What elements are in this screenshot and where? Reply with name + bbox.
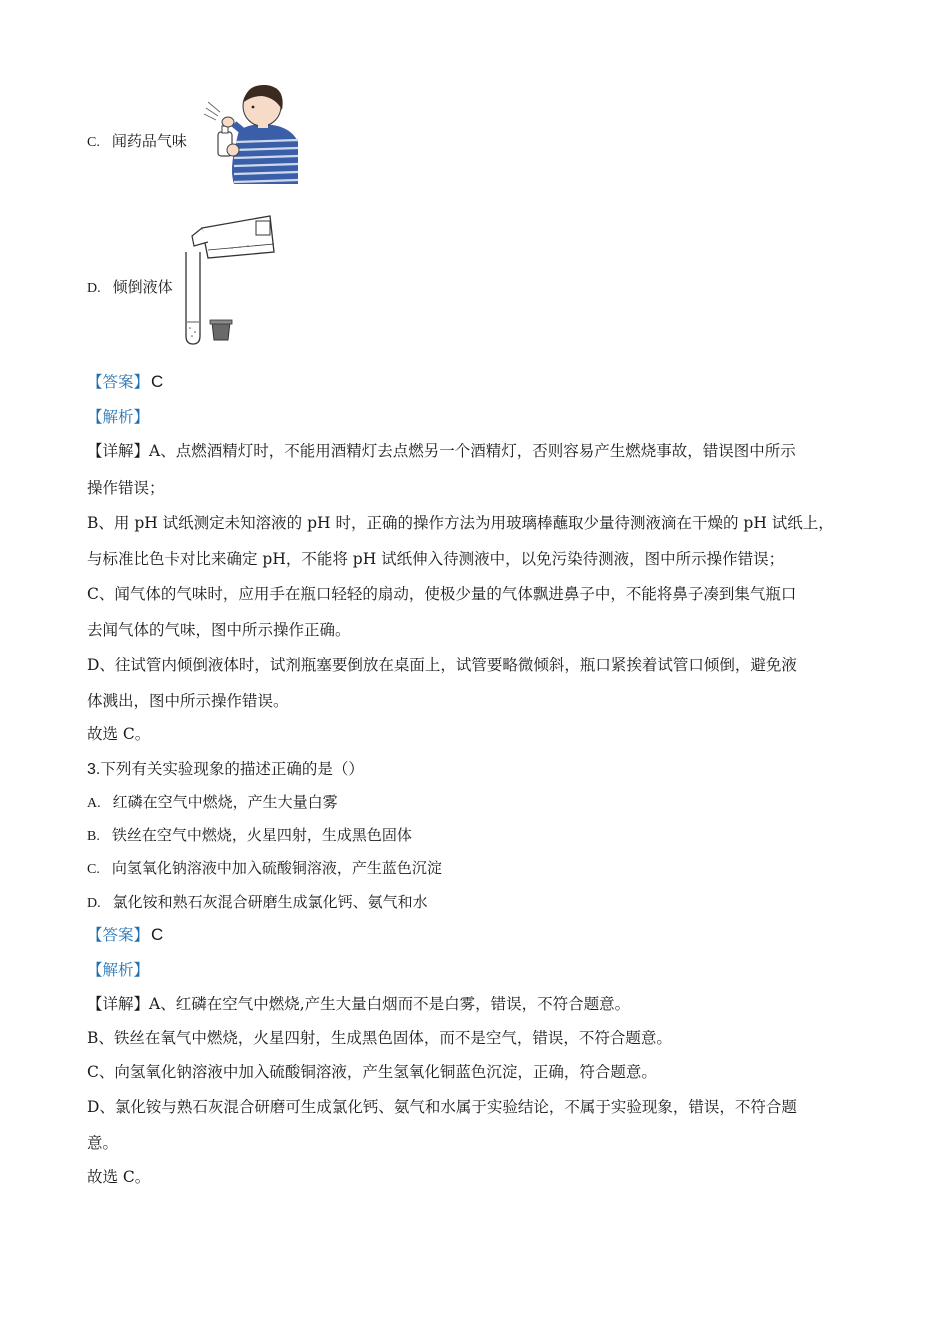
q3-option-a: A. 红磷在空气中燃烧，产生大量白雾 <box>87 793 338 811</box>
smell-chemical-illustration <box>200 82 302 186</box>
q3-option-c: C. 向氢氧化钠溶液中加入硫酸铜溶液，产生蓝色沉淀 <box>87 859 442 877</box>
answer-tag: 【答案】 <box>87 373 150 391</box>
detail-tag: 【详解】 <box>87 442 150 460</box>
q3-line-2: B、铁丝在氧气中燃烧，火星四射，生成黑色固体，而不是空气，错误，不符合题意。 <box>87 1029 672 1047</box>
q3-analysis-tag: 【解析】 <box>87 961 150 979</box>
answer-value: C <box>151 925 164 944</box>
q2-line-8: 体溅出，图中所示操作错误。 <box>87 692 289 710</box>
q2-line-2: 操作错误； <box>87 479 165 497</box>
q2-line-7: D、往试管内倾倒液体时，试剂瓶塞要倒放在桌面上，试管要略微倾斜，瓶口紧挨着试管口倾倒，避免液 <box>87 656 797 674</box>
question-number: 3. <box>87 761 101 778</box>
question-text: 下列有关实验现象的描述正确的是（） <box>100 760 364 778</box>
q2-line-6: 去闻气体的气味，图中所示操作正确。 <box>87 621 351 639</box>
answer-tag: 【答案】 <box>87 926 150 944</box>
answer-value: C <box>151 372 164 391</box>
option-letter: D. <box>87 281 101 296</box>
pour-liquid-illustration <box>180 212 280 346</box>
detail-tag: 【详解】 <box>87 995 150 1013</box>
q3-conclusion: 故选 C。 <box>87 1168 151 1186</box>
q2-analysis-tag: 【解析】 <box>87 408 150 426</box>
q3-line-4: D、氯化铵与熟石灰混合研磨可生成氯化钙、氨气和水属于实验结论，不属于实验现象，错误，不符合题 <box>87 1098 797 1116</box>
q2-answer <box>87 370 163 392</box>
option-text: 倾倒液体 <box>112 278 173 296</box>
option-text: 闻药品气味 <box>111 132 187 150</box>
option-letter: C. <box>87 135 100 150</box>
q3-line-3: C、向氢氧化钠溶液中加入硫酸铜溶液，产生氢氧化铜蓝色沉淀，正确，符合题意。 <box>87 1063 657 1081</box>
q3-line-5: 意。 <box>87 1134 119 1152</box>
option-c <box>87 130 187 151</box>
q2-line-4: 与标准比色卡对比来确定 pH，不能将 pH 试纸伸入待测液中，以免污染待测液，图中所示操作错误； <box>87 550 785 568</box>
q3-line-1: 【详解】A、红磷在空气中燃烧,产生大量白烟而不是白雾，错误，不符合题意。 <box>87 995 631 1013</box>
q3-title <box>87 757 364 779</box>
option-d <box>87 276 173 297</box>
q3-answer <box>87 923 163 945</box>
q2-line-3: B、用 pH 试纸测定未知溶液的 pH 时，正确的操作方法为用玻璃棒蘸取少量待测液滴在干燥的 pH 试纸上， <box>87 514 834 532</box>
q2-line-1: 【详解】A、点燃酒精灯时，不能用酒精灯去点燃另一个酒精灯，否则容易产生燃烧事故，错误图中所示 <box>87 442 796 460</box>
q2-line-5: C、闻气体的气味时，应用手在瓶口轻轻的扇动，使极少量的气体飘进鼻子中，不能将鼻子凑到集气瓶口 <box>87 585 797 603</box>
q3-option-b: B. 铁丝在空气中燃烧，火星四射，生成黑色固体 <box>87 826 412 844</box>
q2-conclusion: 故选 C。 <box>87 725 151 743</box>
q3-option-d: D. 氯化铵和熟石灰混合研磨生成氯化钙、氨气和水 <box>87 893 428 911</box>
